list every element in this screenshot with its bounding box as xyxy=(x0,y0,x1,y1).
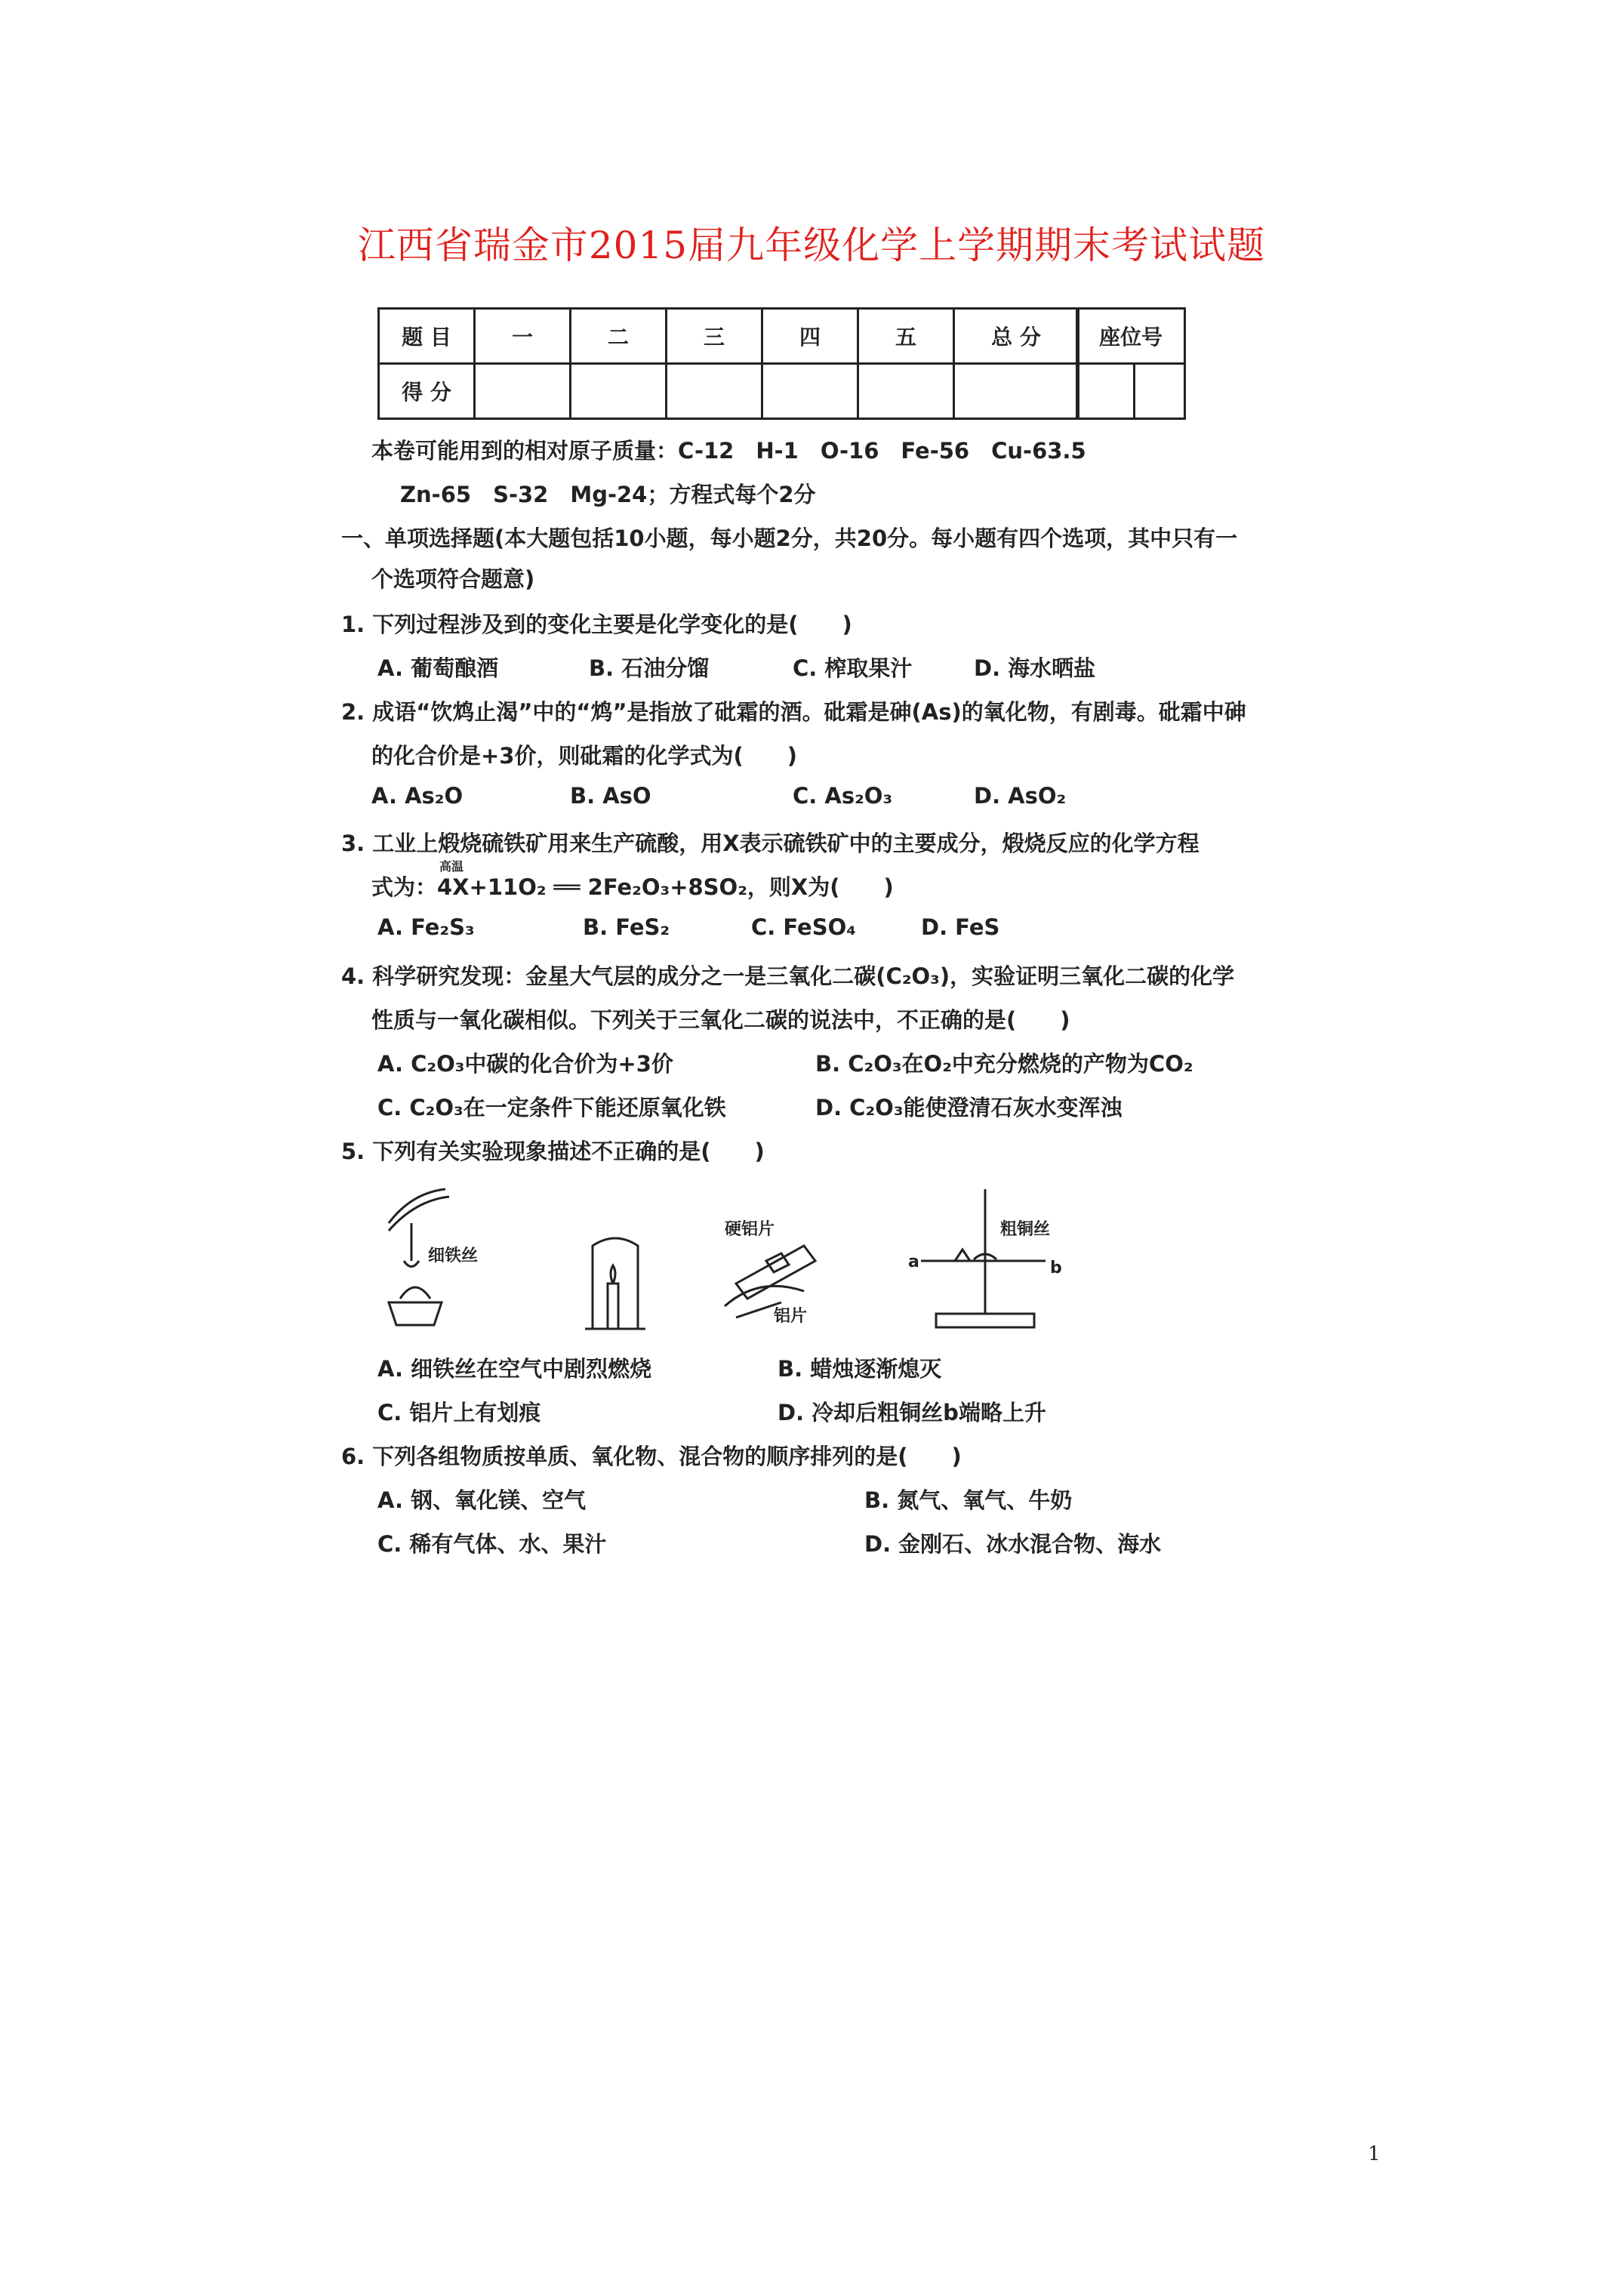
score-cell xyxy=(954,364,1079,419)
option: C. 铝片上有划痕 xyxy=(377,1400,541,1425)
option: B. AsO xyxy=(570,783,651,809)
question-stem: 4. 科学研究发现：金星大气层的成分之一是三氧化二碳(C₂O₃)，实验证明三氧化二碳的化学 xyxy=(341,963,1235,989)
page-title: 江西省瑞金市2015届九年级化学上学期期末考试试题 xyxy=(357,223,1266,267)
option: B. 氮气、氧气、牛奶 xyxy=(864,1487,1073,1513)
seat-table xyxy=(1076,307,1186,420)
score-header-cell: 题 目 xyxy=(379,309,475,364)
option: B. 蜡烛逐渐熄灭 xyxy=(778,1356,942,1382)
label-al: 铝片 xyxy=(774,1307,808,1326)
reaction-condition: 高温 xyxy=(439,859,464,874)
question-stem: 3. 工业上煅烧硫铁矿用来生产硫酸，用X表示硫铁矿中的主要成分，煅烧反应的化学方程 xyxy=(341,831,1200,856)
option: D. AsO₂ xyxy=(974,783,1067,809)
score-header-cell: 三 xyxy=(667,309,762,364)
option: A. C₂O₃中碳的化合价为+3价 xyxy=(377,1051,673,1077)
option: B. 石油分馏 xyxy=(589,655,710,681)
option: D. 冷却后粗铜丝b端略上升 xyxy=(778,1400,1046,1425)
label-b: b xyxy=(1050,1259,1062,1277)
seat-cell xyxy=(1077,364,1135,419)
score-cell xyxy=(475,364,571,419)
option: C. C₂O₃在一定条件下能还原氧化铁 xyxy=(377,1095,726,1120)
option: D. FeS xyxy=(921,914,1000,940)
question-stem: 2. 成语“饮鸩止渴”中的“鸩”是指放了砒霜的酒。砒霜是砷(As)的氧化物，有剧毒。砒霜中砷 xyxy=(341,699,1246,725)
seat-cell xyxy=(1134,364,1184,419)
label-cu: 粗铜丝 xyxy=(1000,1220,1051,1239)
atomic-mass-line: Zn-65 S-32 Mg-24；方程式每个2分 xyxy=(400,482,816,507)
label-wire: 细铁丝 xyxy=(428,1247,479,1265)
option: C. 榨取果汁 xyxy=(793,655,913,681)
option: D. 海水晒盐 xyxy=(974,655,1096,681)
question-stem: 的化合价是+3价，则砒霜的化学式为( ) xyxy=(371,743,797,769)
option: A. 葡萄酿酒 xyxy=(377,655,499,681)
question-stem: 式为：4X+11O₂ ══ 2Fe₂O₃+8SO₂，则X为( ) xyxy=(371,874,894,900)
score-header-cell: 一 xyxy=(475,309,571,364)
figure-candle xyxy=(585,1238,645,1329)
score-header-cell: 五 xyxy=(858,309,954,364)
question-stem: 5. 下列有关实验现象描述不正确的是( ) xyxy=(341,1139,765,1164)
question-stem: 1. 下列过程涉及到的变化主要是化学变化的是( ) xyxy=(341,612,852,637)
score-header-cell: 四 xyxy=(762,309,858,364)
option: D. C₂O₃能使澄清石灰水变浑浊 xyxy=(815,1095,1123,1120)
label-a: a xyxy=(908,1253,919,1271)
question-stem: 性质与一氧化碳相似。下列关于三氧化二碳的说法中，不正确的是( ) xyxy=(371,1007,1070,1033)
score-cell xyxy=(667,364,762,419)
score-cell xyxy=(571,364,667,419)
score-header-cell: 二 xyxy=(571,309,667,364)
score-row-label: 得 分 xyxy=(379,364,475,419)
option: A. 细铁丝在空气中剧烈燃烧 xyxy=(377,1356,652,1382)
question-stem: 6. 下列各组物质按单质、氧化物、混合物的顺序排列的是( ) xyxy=(341,1444,962,1469)
option: A. Fe₂S₃ xyxy=(377,914,475,940)
score-table xyxy=(377,307,1079,420)
option: B. FeS₂ xyxy=(583,914,670,940)
option: C. As₂O₃ xyxy=(793,783,893,809)
option: B. C₂O₃在O₂中充分燃烧的产物为CO₂ xyxy=(815,1051,1193,1077)
option: A. As₂O xyxy=(371,783,463,809)
atomic-mass-line: 本卷可能用到的相对原子质量：C-12 H-1 O-16 Fe-56 Cu-63.5 xyxy=(371,438,1086,464)
option: A. 钢、氧化镁、空气 xyxy=(377,1487,587,1513)
figure-copper-wire xyxy=(921,1189,1046,1327)
score-header-cell: 总 分 xyxy=(954,309,1079,364)
option: D. 金刚石、冰水混合物、海水 xyxy=(864,1531,1162,1557)
option: C. 稀有气体、水、果汁 xyxy=(377,1531,607,1557)
exam-scan xyxy=(317,298,1246,1680)
option: C. FeSO₄ xyxy=(751,914,856,940)
score-cell xyxy=(858,364,954,419)
seat-label: 座位号 xyxy=(1077,309,1185,364)
section-heading: 个选项符合题意) xyxy=(371,566,535,592)
page-number: 1 xyxy=(1368,2143,1381,2165)
experiment-figures xyxy=(381,1178,1166,1336)
score-cell xyxy=(762,364,858,419)
label-hard-al: 硬铝片 xyxy=(725,1220,775,1239)
section-heading: 一、单项选择题(本大题包括10小题，每小题2分，共20分。每小题有四个选项，其中只有一 xyxy=(341,525,1238,551)
